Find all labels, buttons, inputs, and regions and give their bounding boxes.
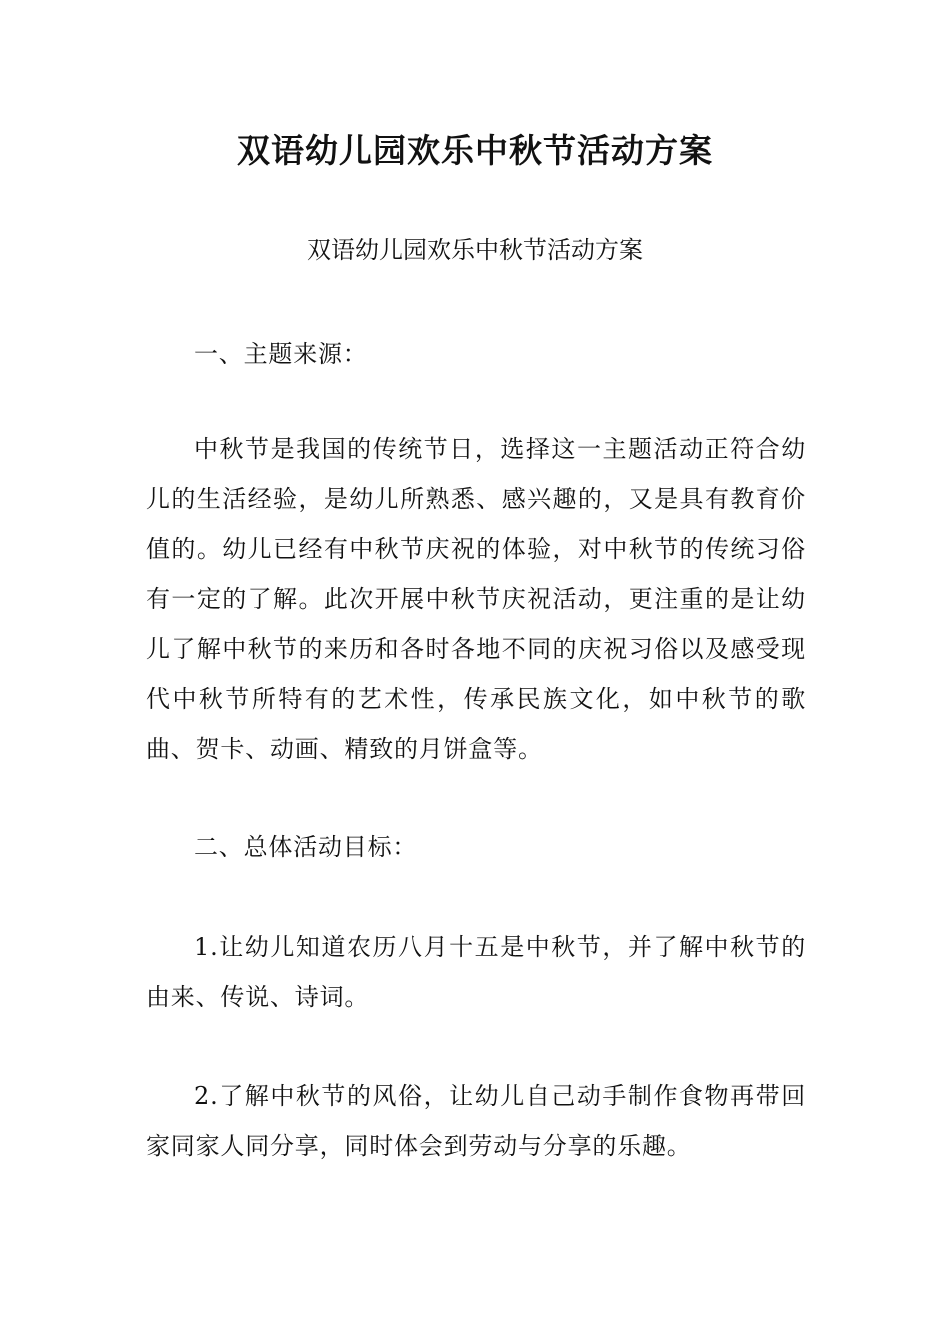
goal-item-2: 2.了解中秋节的风俗，让幼儿自己动手制作食物再带回家同家人同分享，同时体会到劳动与分享的乐趣。	[146, 1082, 806, 1160]
goal-item-1: 1.让幼儿知道农历八月十五是中秋节，并了解中秋节的由来、传说、诗词。	[146, 933, 806, 1011]
section-heading-goals: 二、总体活动目标：	[194, 833, 418, 861]
document-title: 双语幼儿园欢乐中秋节活动方案	[237, 131, 713, 170]
paragraph-theme-source: 中秋节是我国的传统节日，选择这一主题活动正符合幼儿的生活经验，是幼儿所熟悉、感兴趣的，又是具有教育价值的。幼儿已经有中秋节庆祝的体验，对中秋节的传统习俗有一定的了解。此次开展中秋节庆祝活动，更注重的是让幼儿了解中秋节的来历和各时各地不同的庆祝习俗以及感受现代中秋节所特有的艺术性，传承民族文化，如中秋节的歌曲、贺卡、动画、精致的月饼盒等。	[146, 435, 806, 763]
document-subtitle: 双语幼儿园欢乐中秋节活动方案	[307, 236, 643, 264]
section-heading-theme-source: 一、主题来源：	[194, 340, 368, 368]
